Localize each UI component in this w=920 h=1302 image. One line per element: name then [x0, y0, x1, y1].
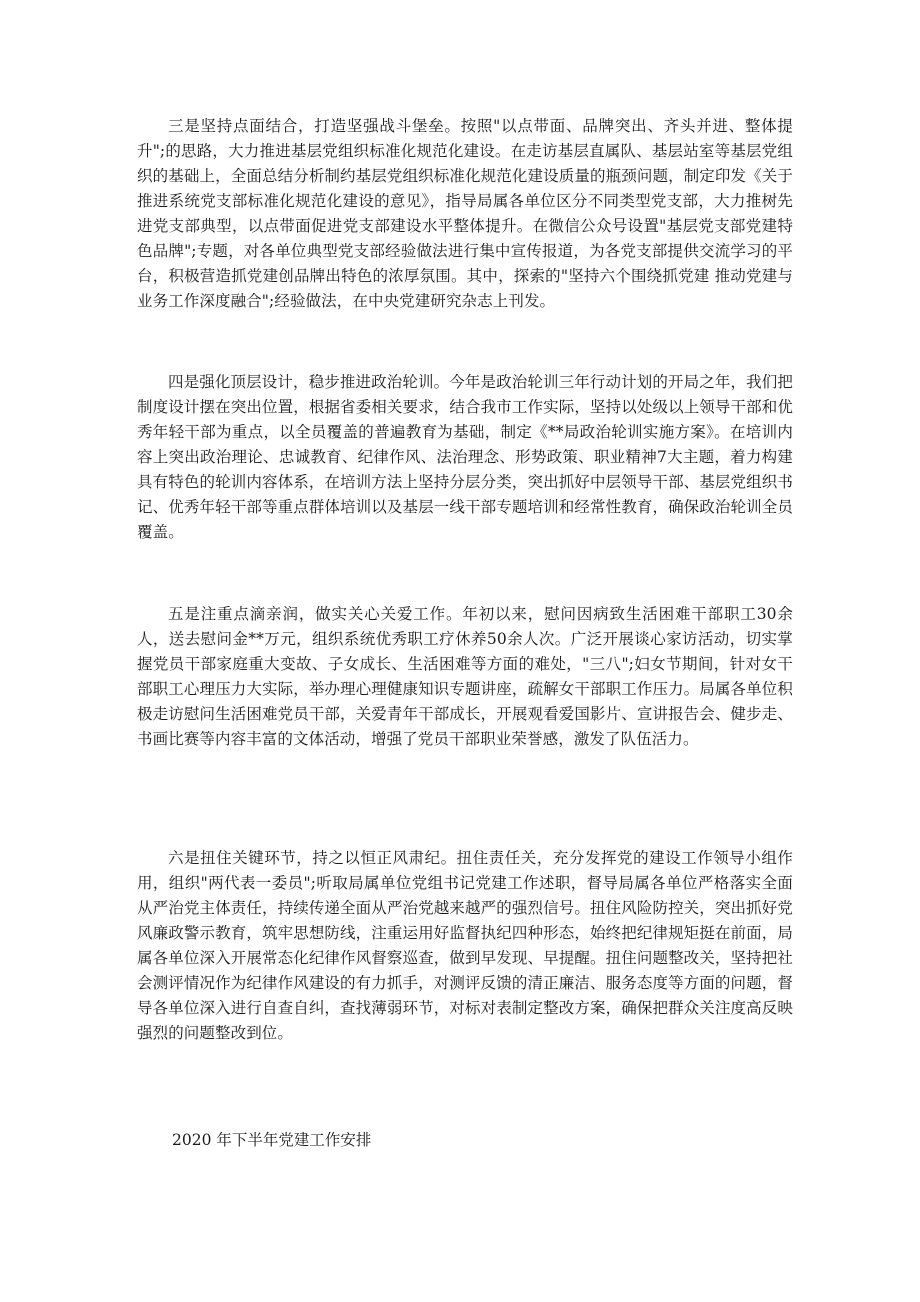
section-heading: 2020 年下半年党建工作安排: [172, 1131, 372, 1149]
paragraph-care-work: 五是注重点滴亲润，做实关心关爱工作。年初以来，慰问因病致生活困难干部职工30余人，送去慰问金**万元，组织系统优秀职工疗休养50余人次。广泛开展谈心家访活动，切实掌握党员干部家庭重大变故、子女成长、生活困难等方面的难处，"三八";妇女节期间，针对女干部职工心理压力大实际，举办理心理健康知识专题讲座，疏解女干部职工作压力。局属各单位积极走访慰问生活困难党员干部，关爱青年干部成长，开展观看爱国影片、宣讲报告会、健步走、书画比赛等内容丰富的文体活动，增强了党员干部职业荣誉感，激发了队伍活力。: [137, 605, 793, 748]
paragraph-political-training: 四是强化顶层设计，稳步推进政治轮训。今年是政治轮训三年行动计划的开局之年，我们把制度设计摆在突出位置，根据省委相关要求，结合我市工作实际，坚持以处级以上领导干部和优秀年轻干部为重点，以全员覆盖的普遍教育为基础，制定《**局政治轮训实施方案》。在培训内容上突出政治理论、忠诚教育、纪律作风、法治理念、形势政策、职业精神7大主题，着力构建具有特色的轮训内容体系，在培训方法上坚持分层分类，突出抓好中层领导干部、基层党组织书记、优秀年轻干部等重点群体培训以及基层一线干部专题培训和经常性教育，确保政治轮训全员覆盖。: [137, 373, 793, 541]
paragraph-party-branch-standardization: 三是坚持点面结合，打造坚强战斗堡垒。按照"以点带面、品牌突出、齐头并进、整体提升";的思路，大力推进基层党组织标准化规范化建设。在走访基层直属队、基层站室等基层党组织的基础上，全面总结分析制约基层党组织标准化规范化建设质量的瓶颈问题，制定印发《关于推进系统党支部标准化规范化建设的意见》，指导局属各单位区分不同类型党支部，大力推树先进党支部典型，以点带面促进党支部建设水平整体提升。在微信公众号设置"基层党支部党建特色品牌";专题，对各单位典型党支部经验做法进行集中宣传报道，为各党支部提供交流学习的平台，积极营造抓党建创品牌出特色的浓厚氛围。其中，探索的"坚持六个围绕抓党建 推动党建与业务工作深度融合";经验做法，在中央党建研究杂志上刊发。: [137, 117, 793, 310]
paragraph-discipline: 六是扭住关键环节，持之以恒正风肃纪。扭住责任关，充分发挥党的建设工作领导小组作用，组织"两代表一委员";听取局属单位党组书记党建工作述职，督导局属各单位严格落实全面从严治党主体责任，持续传递全面从严治党越来越严的强烈信号。扭住风险防控关，突出抓好党风廉政警示教育，筑牢思想防线，注重运用好监督执纪四种形态，始终把纪律规矩挺在前面，局属各单位深入开展常态化纪律作风督察巡查，做到早发现、早提醒。扭住问题整改关，坚持把社会测评情况作为纪律作风建设的有力抓手，对测评反馈的清正廉洁、服务态度等方面的问题，督导各单位深入进行自查自纠，查找薄弱环节，对标对表制定整改方案，确保把群众关注度高反映强烈的问题整改到位。: [137, 849, 793, 1042]
